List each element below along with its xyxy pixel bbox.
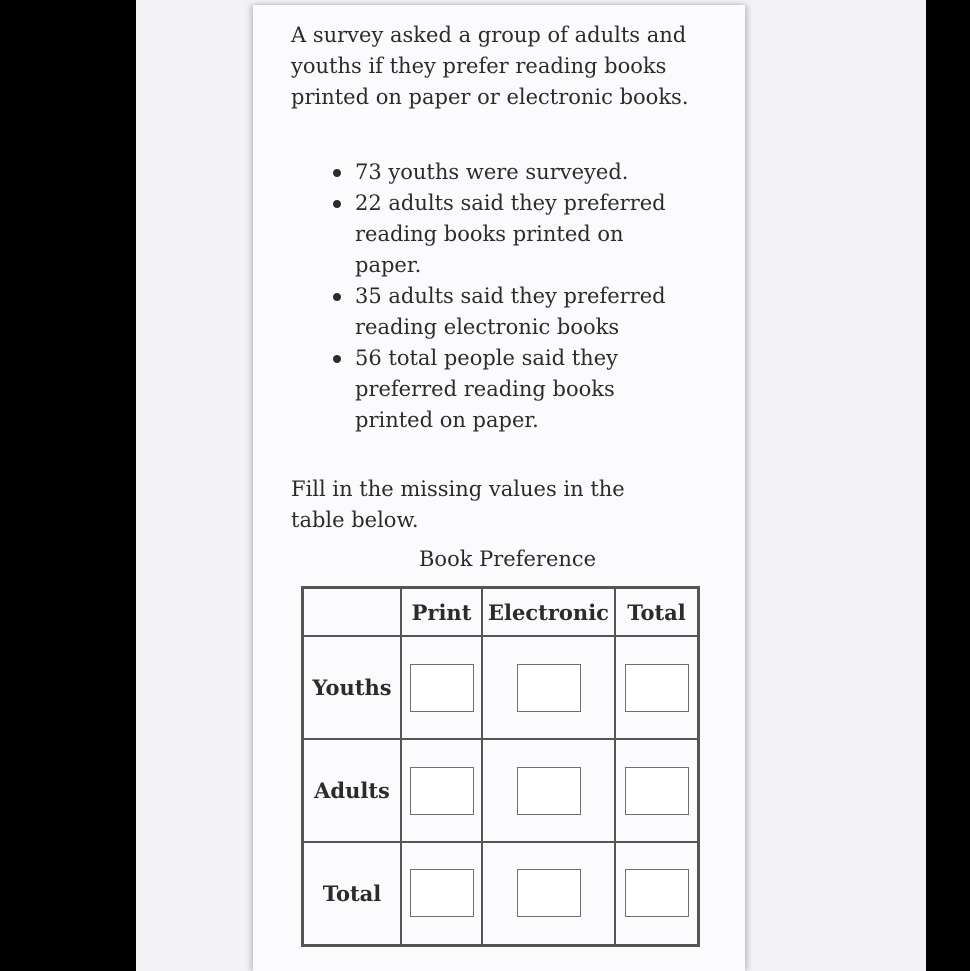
fact-text: 22 adults said they preferred reading books printed on paper. [355, 191, 666, 277]
total-total-input[interactable] [625, 869, 689, 917]
total-print-input[interactable] [410, 869, 474, 917]
book-preference-table [301, 586, 700, 947]
cell-adults-total [615, 739, 699, 842]
youths-print-input[interactable] [410, 664, 474, 712]
youths-total-input[interactable] [625, 664, 689, 712]
fact-item [355, 157, 685, 188]
fact-list [291, 157, 731, 436]
bullet-icon [333, 355, 341, 363]
cell-adults-electronic [482, 739, 615, 842]
table-row-youths [303, 636, 699, 739]
fact-item [355, 343, 685, 436]
youths-electronic-input[interactable] [517, 664, 581, 712]
total-electronic-input[interactable] [517, 869, 581, 917]
table-header-row [303, 588, 699, 637]
fact-text: 35 adults said they preferred reading electronic books [355, 284, 666, 339]
bullet-icon [333, 293, 341, 301]
table-row-adults [303, 739, 699, 842]
corner-cell [303, 588, 402, 637]
cell-youths-electronic [482, 636, 615, 739]
bullet-icon [333, 200, 341, 208]
fact-text: 56 total people said they preferred reading books printed on paper. [355, 346, 618, 432]
question-content [291, 20, 731, 536]
cell-youths-print [401, 636, 482, 739]
row-header-youths: Youths [303, 636, 402, 739]
cell-total-electronic [482, 842, 615, 945]
fact-text: 73 youths were surveyed. [355, 160, 629, 184]
adults-total-input[interactable] [625, 767, 689, 815]
instruction-text: Fill in the missing values in the table below. [291, 477, 625, 532]
fact-item [355, 188, 685, 281]
row-header-total: Total [303, 842, 402, 945]
adults-electronic-input[interactable] [517, 767, 581, 815]
adults-print-input[interactable] [410, 767, 474, 815]
cell-total-print [401, 842, 482, 945]
cell-total-total [615, 842, 699, 945]
table-caption: Book Preference [419, 547, 597, 571]
column-header-total: Total [615, 588, 699, 637]
fact-item [355, 281, 685, 343]
cell-adults-print [401, 739, 482, 842]
cell-youths-total [615, 636, 699, 739]
question-intro: A survey asked a group of adults and youths if they prefer reading books printed on paper or electronic books. [291, 23, 689, 109]
column-header-print: Print [401, 588, 482, 637]
table-row-total [303, 842, 699, 945]
column-header-electronic: Electronic [482, 588, 615, 637]
bullet-icon [333, 169, 341, 177]
row-header-adults: Adults [303, 739, 402, 842]
